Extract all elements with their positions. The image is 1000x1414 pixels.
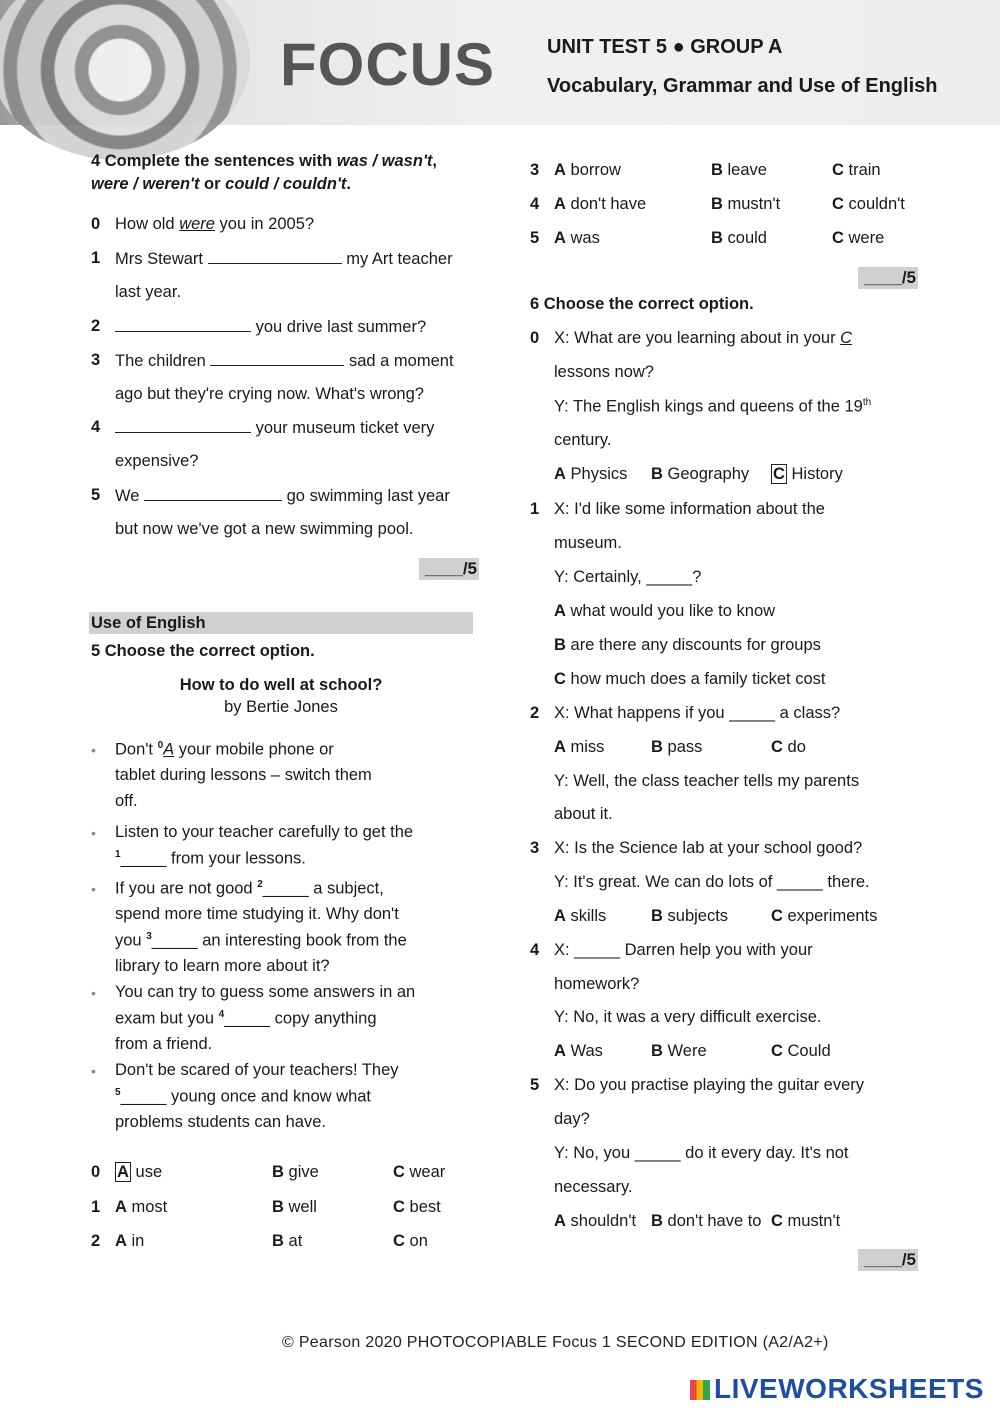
option-letter: C: [771, 738, 783, 756]
option-c[interactable]: [832, 195, 905, 214]
option-text: experiments: [787, 907, 878, 925]
ex6-q5-x: X: Do you practise playing the guitar every: [554, 1076, 864, 1094]
option-letter: A: [554, 1042, 566, 1060]
ex4-instr-end: .: [346, 175, 351, 193]
option-text: shouldn't: [570, 1212, 637, 1230]
ex6-q1-y: Y: Certainly, _____?: [554, 568, 702, 586]
ex4-s5-text-b: go swimming last year: [282, 487, 450, 505]
ex4-instr-word1: was / wasn't: [336, 152, 433, 170]
reading-text-author: by Bertie Jones: [224, 698, 338, 716]
ex6-instructions: 6 Choose the correct option.: [530, 295, 754, 313]
option-text: on: [409, 1232, 428, 1250]
option-b[interactable]: [651, 1212, 762, 1231]
option-row-number: 5: [530, 229, 540, 247]
option-a[interactable]: [554, 1042, 603, 1061]
option-a[interactable]: [554, 195, 646, 214]
text-seg: _____ copy anything: [224, 1009, 377, 1028]
text-seg: _____ a subject,: [262, 879, 384, 898]
option-letter: B: [651, 465, 663, 483]
option-b[interactable]: [711, 161, 767, 180]
option-text: Geography: [667, 465, 750, 483]
option-letter: B: [272, 1163, 284, 1181]
ex4-s4-gap[interactable]: [115, 418, 251, 433]
option-row-number: 1: [91, 1198, 101, 1216]
option-text: train: [848, 161, 881, 179]
option-text: don't have: [570, 195, 647, 213]
text-seg: exam but you: [115, 1009, 219, 1028]
option-c[interactable]: [832, 229, 884, 248]
option-text: give: [288, 1163, 319, 1181]
option-a[interactable]: [554, 738, 604, 757]
option-text: mustn't: [727, 195, 781, 213]
test-subtitle: Vocabulary, Grammar and Use of English: [547, 75, 938, 97]
text-line: library to learn more about it?: [115, 957, 330, 975]
bullet-icon: •: [91, 825, 96, 841]
unit-title: UNIT TEST 5 ● GROUP A: [547, 36, 783, 58]
option-text: miss: [570, 738, 605, 756]
ex4-instr-text: 4 Complete the sentences with: [91, 152, 337, 170]
option-letter-selected: C: [773, 465, 785, 483]
option-a[interactable]: [115, 1163, 162, 1182]
ex6-item-number: 4: [530, 941, 540, 959]
option-text: couldn't: [848, 195, 905, 213]
ex6-item-number: 5: [530, 1076, 540, 1094]
option-c[interactable]: [393, 1232, 428, 1251]
option-row-number: 2: [91, 1232, 101, 1250]
option-b[interactable]: [651, 738, 702, 757]
option-letter: B: [651, 907, 663, 925]
option-text: Were: [667, 1042, 707, 1060]
option-text: do: [787, 738, 806, 756]
ex6-q2-y2: about it.: [554, 805, 613, 823]
focus-logo: FOCUS: [280, 31, 495, 98]
ex4-item-number: 1: [91, 249, 101, 267]
option-letter: B: [711, 161, 723, 179]
ex4-item-number: 2: [91, 317, 101, 335]
option-a[interactable]: [115, 1232, 144, 1251]
option-letter: A: [554, 738, 566, 756]
option-letter: B: [651, 738, 663, 756]
option-letter: A: [554, 602, 566, 620]
option-letter: A: [554, 161, 566, 179]
option-text: how much does a family ticket cost: [570, 670, 826, 688]
option-b[interactable]: [272, 1232, 302, 1251]
ex4-s3-text-b: sad a moment: [344, 352, 454, 370]
bullet-icon: •: [91, 1063, 96, 1079]
ex6-q1-x2: museum.: [554, 534, 622, 552]
option-letter: C: [771, 907, 783, 925]
ex6-q5-y2: necessary.: [554, 1178, 633, 1196]
text-line: problems students can have.: [115, 1113, 326, 1131]
ex5-instructions: 5 Choose the correct option.: [91, 642, 315, 660]
ex4-sentence-4: [115, 418, 434, 438]
option-letter: C: [393, 1232, 405, 1250]
option-letter: A: [554, 1212, 566, 1230]
option-text: Physics: [570, 465, 628, 483]
option-letter: C: [771, 1042, 783, 1060]
ex4-s4-text-b: your museum ticket very: [251, 419, 435, 437]
option-text: could: [727, 229, 767, 247]
reading-text-title: How to do well at school?: [179, 676, 383, 694]
ordinal-suffix: th: [862, 397, 872, 408]
option-text: best: [409, 1198, 441, 1216]
option-text: most: [131, 1198, 168, 1216]
option-letter: C: [832, 229, 844, 247]
ex6-q4-x2: homework?: [554, 975, 640, 993]
option-a[interactable]: [554, 602, 775, 621]
text-line: off.: [115, 792, 138, 810]
option-letter-selected: A: [117, 1163, 129, 1181]
option-text: in: [131, 1232, 145, 1250]
ex4-s5-text-a: We: [115, 487, 145, 505]
ex5-score: ____/5: [858, 267, 918, 289]
option-letter: C: [771, 1212, 783, 1230]
ex6-q3-y: Y: It's great. We can do lots of _____ there.: [554, 873, 870, 891]
option-text: Could: [787, 1042, 831, 1060]
gap-number: 4: [218, 1009, 225, 1020]
option-row-number: 4: [530, 195, 540, 213]
text-line: [115, 1087, 371, 1107]
option-text: at: [288, 1232, 303, 1250]
gap-number: 3: [146, 931, 152, 942]
ex4-item-number: 0: [91, 215, 101, 233]
option-a[interactable]: [554, 1212, 636, 1231]
option-text: don't have to: [667, 1212, 762, 1230]
header-swirl-graphic: [0, 0, 250, 160]
ex6-item-number: 0: [530, 329, 540, 347]
text-seg: your mobile phone or: [174, 740, 334, 759]
option-text: mustn't: [787, 1212, 841, 1230]
option-text: was: [570, 229, 600, 247]
gap-number: 0: [157, 740, 164, 751]
option-letter: B: [272, 1232, 284, 1250]
option-c[interactable]: [832, 161, 881, 180]
bullet-icon: •: [91, 985, 96, 1001]
ex4-item-number: 4: [91, 418, 101, 436]
ex6-q0-x: [554, 329, 852, 348]
ex4-s2-text-b: you drive last summer?: [251, 318, 427, 336]
ex4-s0-text-b: you in 2005?: [214, 215, 315, 233]
option-a[interactable]: [554, 907, 606, 926]
option-b[interactable]: [272, 1163, 319, 1182]
option-letter: A: [554, 195, 566, 213]
option-letter: B: [711, 229, 723, 247]
text-seg: X: What are you learning about in your: [554, 329, 841, 347]
bullet-icon: •: [91, 742, 96, 758]
text-seg: _____ from your lessons.: [120, 849, 306, 868]
gap-number: 1: [115, 849, 121, 860]
liveworksheets-brand[interactable]: [690, 1373, 984, 1405]
option-text: borrow: [570, 161, 621, 179]
bullet-icon: •: [91, 881, 96, 897]
option-a[interactable]: [115, 1198, 167, 1217]
ex6-q4-y: Y: No, it was a very difficult exercise.: [554, 1008, 822, 1026]
option-text: are there any discounts for groups: [570, 636, 821, 654]
option-b[interactable]: [651, 1042, 707, 1061]
text-line: [115, 879, 384, 899]
option-a[interactable]: [554, 465, 627, 484]
ex6-item-number: 3: [530, 839, 540, 857]
ex4-instr-word2: were / weren't: [91, 175, 200, 193]
option-a[interactable]: [554, 229, 600, 248]
option-c[interactable]: [771, 738, 806, 757]
ex4-s5-text-c: but now we've got a new swimming pool.: [115, 520, 414, 538]
option-row-number: 3: [530, 161, 540, 179]
ex4-instructions: [91, 150, 471, 196]
option-letter: C: [554, 670, 566, 688]
ex6-q1-x: X: I'd like some information about the: [554, 500, 825, 518]
option-b[interactable]: [711, 195, 780, 214]
option-a[interactable]: [554, 161, 621, 180]
option-letter: A: [554, 907, 566, 925]
option-text: skills: [570, 907, 607, 925]
ex4-sentence-5: [115, 486, 450, 506]
option-b[interactable]: [554, 636, 821, 655]
text-line: [115, 1009, 377, 1029]
ex4-instr-sep: ,: [432, 152, 437, 170]
ex4-s2-gap[interactable]: [115, 317, 251, 332]
option-c[interactable]: [554, 670, 825, 689]
option-text: use: [135, 1163, 163, 1181]
ex4-instr-word3: could / couldn't: [225, 175, 347, 193]
ex4-s1-text-a: Mrs Stewart: [115, 250, 208, 268]
text-line: [115, 931, 407, 951]
ex6-q0-y: [554, 397, 871, 417]
ex6-q5-y: Y: No, you _____ do it every day. It's not: [554, 1144, 849, 1162]
ex6-q3-x: X: Is the Science lab at your school good?: [554, 839, 863, 857]
liveworksheets-logo-icon: [690, 1380, 710, 1400]
option-letter: B: [651, 1212, 663, 1230]
option-b[interactable]: [651, 465, 749, 484]
ex4-s5-gap[interactable]: [144, 486, 282, 501]
option-letter: C: [832, 161, 844, 179]
ex4-s4-text-c: expensive?: [115, 452, 199, 470]
option-c[interactable]: [771, 1042, 831, 1061]
brand-text: LIVEWORKSHEETS: [714, 1373, 984, 1404]
ex4-sentence-3: [115, 351, 454, 371]
ex4-s3-text-c: ago but they're crying now. What's wrong?: [115, 385, 424, 403]
ex4-s3-text-a: The children: [115, 352, 211, 370]
option-letter: C: [393, 1163, 405, 1181]
text-seg: you: [115, 931, 147, 950]
ex6-q5-x2: day?: [554, 1110, 590, 1128]
option-letter: A: [554, 229, 566, 247]
ex4-sentence-2: [115, 317, 426, 337]
ex6-item-number: 2: [530, 704, 540, 722]
text-line: [115, 849, 306, 869]
text-line: You can try to guess some answers in an: [115, 983, 416, 1001]
ex4-s0-example-answer: were: [179, 215, 215, 233]
option-text: pass: [667, 738, 703, 756]
option-b[interactable]: [651, 907, 728, 926]
copyright-footer: © Pearson 2020 PHOTOCOPIABLE Focus 1 SECOND EDITION (A2/A2+): [282, 1334, 829, 1351]
ex4-item-number: 5: [91, 486, 101, 504]
ex4-s1-text-b: my Art teacher: [341, 250, 453, 268]
option-c[interactable]: [771, 1212, 840, 1231]
gap-number: 2: [257, 879, 263, 890]
option-b[interactable]: [711, 229, 767, 248]
ex4-s1-text-c: last year.: [115, 283, 182, 301]
option-letter: B: [711, 195, 723, 213]
option-letter: A: [554, 465, 566, 483]
option-c[interactable]: [393, 1163, 445, 1182]
text-line: tablet during lessons – switch them: [115, 766, 372, 784]
ex4-instr-or: or: [199, 175, 226, 193]
ex6-q0-example-answer: C: [840, 329, 853, 347]
ex6-q0-y2: century.: [554, 431, 612, 449]
text-seg: Y: The English kings and queens of the 19: [554, 397, 863, 416]
option-text: well: [288, 1198, 317, 1216]
text-line: spend more time studying it. Why don't: [115, 905, 399, 923]
text-line: Don't be scared of your teachers! They: [115, 1061, 399, 1079]
option-text: wear: [409, 1163, 446, 1181]
ex6-q2-y: Y: Well, the class teacher tells my parents: [554, 772, 860, 790]
option-b[interactable]: [272, 1198, 317, 1217]
ex4-sentence-0: [115, 215, 314, 234]
option-letter: A: [115, 1198, 127, 1216]
option-text: leave: [727, 161, 767, 179]
text-seg: _____ an interesting book from the: [151, 931, 407, 950]
option-c[interactable]: [771, 907, 877, 926]
ex4-s0-text-a: How old: [115, 215, 180, 233]
gap-number: 5: [115, 1087, 121, 1098]
ex4-s3-gap[interactable]: [210, 351, 344, 366]
ex4-sentence-1: [115, 249, 453, 269]
option-letter: B: [651, 1042, 663, 1060]
option-letter: C: [832, 195, 844, 213]
page-header: [0, 0, 1000, 125]
ex4-score: ____/5: [419, 558, 479, 580]
ex6-q0-x2: lessons now?: [554, 363, 654, 381]
ex6-q4-x: X: _____ Darren help you with your: [554, 941, 813, 959]
option-c[interactable]: [393, 1198, 441, 1217]
option-text: what would you like to know: [570, 602, 776, 620]
text-seg: _____ young once and know what: [120, 1087, 372, 1106]
text-seg: Don't: [115, 740, 158, 759]
option-row-number: 0: [91, 1163, 101, 1181]
text-line: Listen to your teacher carefully to get the: [115, 823, 414, 841]
text-seg: If you are not good: [115, 879, 258, 898]
option-letter: B: [272, 1198, 284, 1216]
gap-0-example-answer: A: [163, 740, 175, 759]
section-banner-use-of-english: Use of English: [89, 612, 473, 634]
text-line: [115, 740, 334, 760]
option-text: were: [848, 229, 885, 247]
option-letter: A: [115, 1232, 127, 1250]
option-text: Was: [570, 1042, 603, 1060]
text-line: from a friend.: [115, 1035, 213, 1053]
ex4-s1-gap[interactable]: [208, 249, 342, 264]
option-text: subjects: [667, 907, 729, 925]
option-c[interactable]: [771, 465, 843, 484]
ex4-item-number: 3: [91, 351, 101, 369]
ex6-score: ____/5: [858, 1249, 918, 1271]
option-text: History: [791, 465, 843, 483]
option-letter: B: [554, 636, 566, 654]
ex6-q2-x: X: What happens if you _____ a class?: [554, 704, 841, 722]
option-letter: C: [393, 1198, 405, 1216]
ex6-item-number: 1: [530, 500, 540, 518]
